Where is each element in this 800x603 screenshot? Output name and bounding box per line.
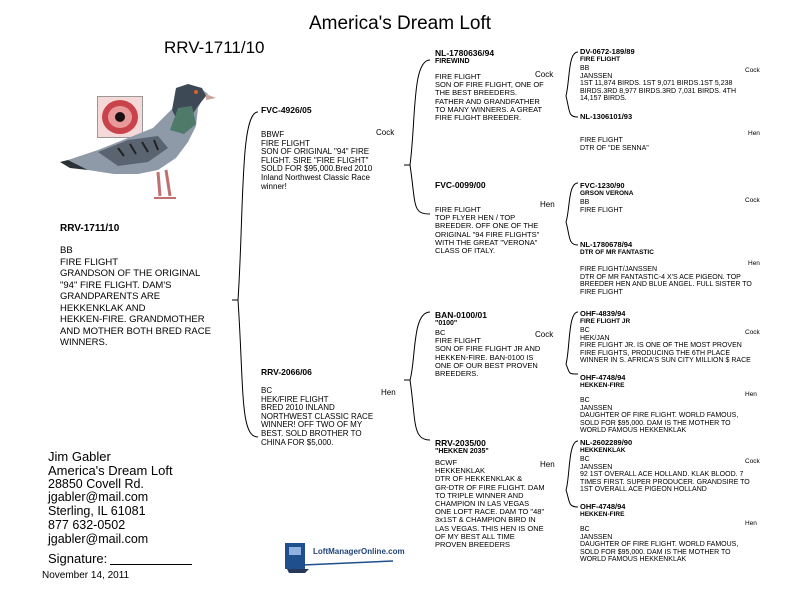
owner-name: Jim Gabler: [48, 449, 111, 464]
contact-block: [48, 450, 173, 547]
phone-number: 877 632-0502: [48, 517, 126, 532]
page-title: America's Dream Loft: [308, 13, 492, 34]
sire-entry: FVC-4926/05 Cock BBWF FIRE FLIGHT SON OF ORIGINAL "94" FIRE FLIGHT. SIRE "FIRE FLIGHT" SOLD FOR $95,000.Bred 2010 Inland Northwest Classic Race winner!: [261, 105, 403, 191]
logo-text: LoftManagerOnline.com: [313, 547, 405, 556]
great-grandparent-entry: OHF-4839/94 FIRE FLIGHT JR Cock BC HEK/JAN FIRE FLIGHT JR. IS ONE OF THE MOST PROVEN FIRE FLIGHTS, PRODUCING THE 6TH PLACE WINNER IN S. AFRICA'S SUN CITY MILLION $ RACE: [580, 309, 760, 365]
subject-description: BB FIRE FLIGHT GRANDSON OF THE ORIGINAL "94" FIRE FLIGHT. DAM'S GRANDPARENTS ARE HEKKENKLAK AND HEKKEN-FIRE. GRANDMOTHER AND MOTHER BOTH BRED RACE WINNERS.: [60, 245, 211, 348]
great-grandparent-entry: OHF-4748/94 HEKKEN-FIRE Hen BC JANSSEN DAUGHTER OF FIRE FLIGHT. WORLD FAMOUS, SOLD FOR $95,000. DAM IS THE MOTHER TO WORLD FAMOUS HEKKENKLAK: [580, 373, 757, 435]
great-grandparent-entry: FVC-1230/90 GRSON VERONA Cock BB FIRE FLIGHT: [580, 181, 760, 214]
email-link[interactable]: jgabler@mail.com: [48, 490, 149, 505]
loft-manager-logo: [283, 537, 398, 575]
grandparent-entry: BAN-0100/01 "0100" Cock BC FIRE FLIGHT SON OF FIRE FLIGHT JR AND HEKKEN-FIRE. BAN-0100 IS ONE OF OUR BEST PROVEN BREEDERS.: [435, 310, 554, 379]
document-date: November 14, 2011: [42, 570, 130, 581]
ring-number-heading: RRV-1711/10: [164, 38, 265, 57]
signature-label: Signature:: [48, 551, 108, 566]
signature-line: [110, 564, 192, 565]
sire-sex: Cock: [376, 128, 395, 137]
great-grandparent-entry: OHF-4748/94 HEKKEN-FIRE Hen BC JANSSEN DAUGHTER OF FIRE FLIGHT. WORLD FAMOUS, SOLD FOR $95,000. DAM IS THE MOTHER TO WORLD FAMOUS HEKKENKLAK: [580, 502, 757, 564]
great-grandparent-entry: NL-1780678/94 DTR OF MR FANTASTIC Hen FIRE FLIGHT/JANSSEN DTR OF MR FANTASTIC-4 X'S ACE PIGEON. TOP BREEDER HEN AND BLUE ANGEL. FULL SISTER TO FIRE FLIGHT: [580, 240, 760, 296]
great-grandparent-entry: NL-1306101/93 Hen FIRE FLIGHT DTR OF "DE SENNA": [580, 112, 760, 152]
dam-sex: Hen: [381, 388, 396, 397]
sire-band: FVC-4926/05: [261, 105, 312, 115]
grandparent-entry: NL-1780636/94 FIREWIND Cock FIRE FLIGHT SON OF FIRE FLIGHT, ONE OF THE BEST BREEDERS. FATHER AND GRANDFATHER TO MANY WINNERS. A GREAT FIRE FLIGHT BREEDER.: [435, 48, 554, 123]
address: 28850 Covell Rd.: [48, 476, 144, 491]
pigeon-photo: [58, 78, 218, 208]
subject-band: RRV-1711/10: [60, 223, 120, 234]
loft-name: America's Dream Loft: [48, 462, 173, 478]
city-state-zip: Sterling, IL 61081: [48, 504, 146, 519]
great-grandparent-entry: NL-2602289/90 HEKKENKLAK Cock BC JANSSEN 92 1ST OVERALL ACE HOLLAND. KLAK BLOOD. 7 TIMES FIRST. SUPER PRODUCER. GRANDSIRE TO 1ST OVERALL ACE PIGEON HOLLAND: [580, 438, 760, 494]
dam-band: RRV-2066/06: [261, 367, 312, 377]
dam-entry: RRV-2066/06 Hen BC HEK/FIRE FLIGHT BRED 2010 INLAND NORTHWEST CLASSIC RACE WINNER! OFF TWO OF MY BEST. SOLD BROTHER TO CHINA FOR $5,000.: [261, 367, 403, 447]
grandparent-entry: FVC-0099/00 Hen FIRE FLIGHT TOP FLYER HEN / TOP BREEDER. OFF ONE OF THE ORIGINAL "94 FIRE FLIGHTS" WITH THE GREAT "VERONA" CLASS OF ITALY.: [435, 180, 555, 256]
grandparent-entry: RRV-2035/00 "HEKKEN 2035" Hen BCWF HEKKENKLAK DTR OF HEKKENKLAK & GR-DTR OF FIRE FLIGHT. DAM TO TRIPLE WINNER AND CHAMPION IN LAS VEGAS ONE LOFT RACE. DAM TO "48" 3x1ST & CHAMPION BIRD IN LAS VEGAS. THIS HEN IS ONE OF MY BEST ALL TIME PROVEN BREEDERS: [435, 438, 555, 550]
great-grandparent-entry: DV-0672-189/89 FIRE FLIGHT Cock BB JANSSEN 1ST 11,874 BIRDS. 1ST 9,071 BIRDS.1ST 5,238 BIRDS.3RD 8,977 BIRDS.3RD 7,031 BIRDS. 4TH 14,157 BIRDS.: [580, 47, 760, 103]
email-link[interactable]: jgabler@mail.com: [48, 531, 149, 546]
